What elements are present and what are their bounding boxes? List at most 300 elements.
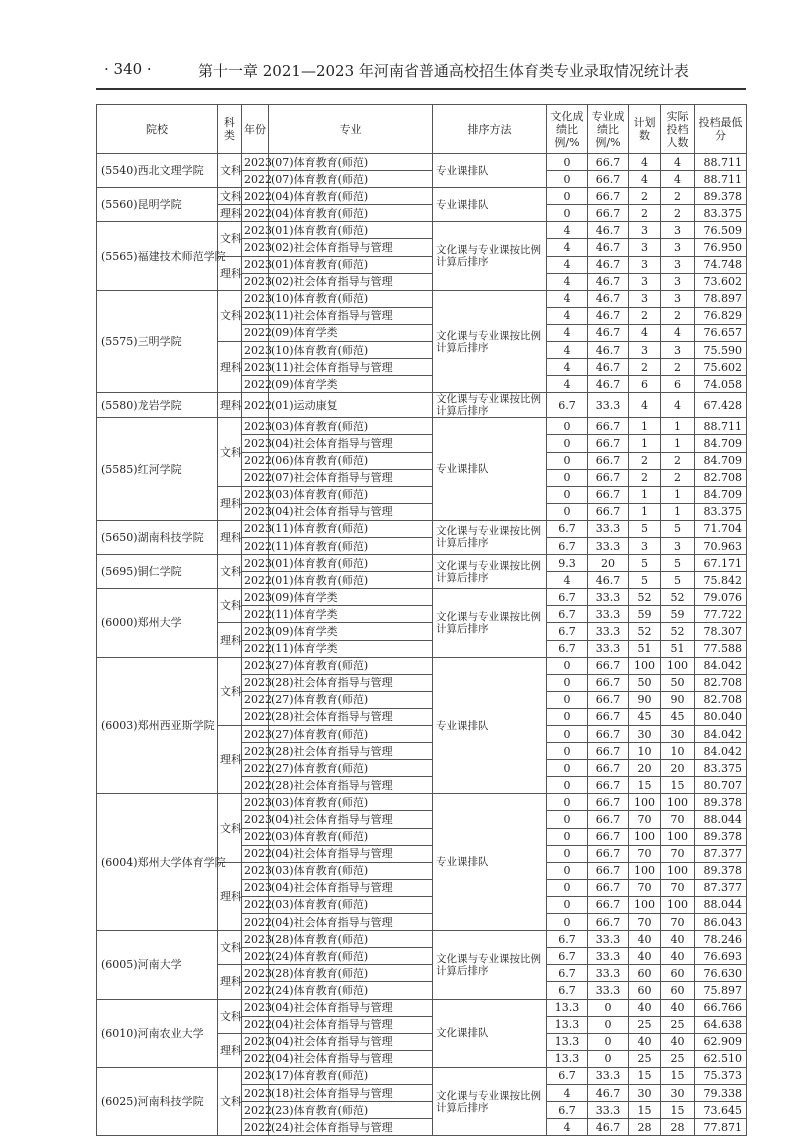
- culture-ratio: 4: [547, 1119, 588, 1136]
- major-cell: (04)社会体育指导与管理: [269, 435, 433, 452]
- major-cell: (02)社会体育指导与管理: [269, 239, 433, 256]
- culture-ratio: 6.7: [547, 931, 588, 948]
- admitted-count: 25: [661, 1050, 695, 1067]
- major-cell: (06)体育教育(师范): [269, 452, 433, 469]
- major-ratio: 66.7: [588, 188, 629, 205]
- min-score: 84.042: [695, 743, 747, 760]
- admitted-count: 3: [661, 290, 695, 307]
- admitted-count: 1: [661, 503, 695, 520]
- sort-method: 文化课与专业课按比例计算后排序: [433, 1067, 547, 1135]
- major-cell: (09)体育学类: [269, 589, 433, 606]
- culture-ratio: 0: [547, 794, 588, 811]
- category-cell: 理科: [218, 965, 242, 999]
- min-score: 88.711: [695, 154, 747, 171]
- major-ratio: 0: [588, 999, 629, 1016]
- min-score: 75.590: [695, 342, 747, 359]
- table-row: [97, 555, 747, 572]
- min-score: 78.307: [695, 623, 747, 640]
- plan-count: 2: [629, 307, 661, 324]
- major-cell: (03)体育教育(师范): [269, 828, 433, 845]
- major-cell: (03)体育教育(师范): [269, 486, 433, 503]
- major-ratio: 46.7: [588, 342, 629, 359]
- major-cell: (01)体育教育(师范): [269, 572, 433, 589]
- plan-count: 30: [629, 1084, 661, 1101]
- school-name: (5695)铜仁学院: [97, 555, 218, 589]
- table-row: [97, 290, 747, 307]
- school-name: (5650)湖南科技学院: [97, 520, 218, 554]
- min-score: 89.378: [695, 828, 747, 845]
- category-cell: 文科: [218, 1067, 242, 1135]
- min-score: 84.709: [695, 486, 747, 503]
- culture-ratio: 4: [547, 256, 588, 273]
- plan-count: 45: [629, 708, 661, 725]
- table-row: [97, 520, 747, 537]
- admitted-count: 1: [661, 486, 695, 503]
- year-cell: 2023: [242, 811, 269, 828]
- admitted-count: 25: [661, 1016, 695, 1033]
- school-name: (6000)郑州大学: [97, 589, 218, 657]
- major-cell: (28)体育教育(师范): [269, 931, 433, 948]
- culture-ratio: 0: [547, 205, 588, 222]
- major-ratio: 66.7: [588, 691, 629, 708]
- major-ratio: 0: [588, 1050, 629, 1067]
- plan-count: 2: [629, 188, 661, 205]
- plan-count: 100: [629, 657, 661, 674]
- admitted-count: 2: [661, 205, 695, 222]
- admitted-count: 5: [661, 520, 695, 537]
- culture-ratio: 0: [547, 486, 588, 503]
- major-cell: (11)社会体育指导与管理: [269, 359, 433, 376]
- min-score: 76.657: [695, 324, 747, 341]
- culture-ratio: 0: [547, 708, 588, 725]
- admitted-count: 4: [661, 324, 695, 341]
- category-cell: 文科: [218, 999, 242, 1033]
- min-score: 62.909: [695, 1033, 747, 1050]
- culture-ratio: 0: [547, 726, 588, 743]
- year-cell: 2022: [242, 572, 269, 589]
- year-cell: 2022: [242, 640, 269, 657]
- min-score: 67.428: [695, 393, 747, 418]
- school-name: (6025)河南科技学院: [97, 1067, 218, 1135]
- sort-method: 文化课与专业课按比例计算后排序: [433, 222, 547, 290]
- major-cell: (04)社会体育指导与管理: [269, 999, 433, 1016]
- major-cell: (04)社会体育指导与管理: [269, 1033, 433, 1050]
- plan-count: 100: [629, 794, 661, 811]
- admitted-count: 40: [661, 948, 695, 965]
- culture-ratio: 6.7: [547, 606, 588, 623]
- admitted-count: 3: [661, 222, 695, 239]
- major-ratio: 46.7: [588, 256, 629, 273]
- header-row: [97, 105, 747, 154]
- category-cell: 文科: [218, 222, 242, 256]
- min-score: 78.246: [695, 931, 747, 948]
- year-cell: 2022: [242, 948, 269, 965]
- sort-method: 文化课与专业课按比例计算后排序: [433, 931, 547, 999]
- plan-count: 5: [629, 572, 661, 589]
- admitted-count: 5: [661, 555, 695, 572]
- major-cell: (09)体育学类: [269, 623, 433, 640]
- major-cell: (07)体育教育(师范): [269, 154, 433, 171]
- min-score: 77.871: [695, 1119, 747, 1136]
- admitted-count: 3: [661, 342, 695, 359]
- plan-count: 28: [629, 1119, 661, 1136]
- year-cell: 2022: [242, 205, 269, 222]
- year-cell: 2023: [242, 999, 269, 1016]
- admitted-count: 40: [661, 1033, 695, 1050]
- major-cell: (04)社会体育指导与管理: [269, 503, 433, 520]
- major-cell: (11)体育学类: [269, 640, 433, 657]
- year-cell: 2023: [242, 503, 269, 520]
- major-cell: (04)社会体育指导与管理: [269, 1016, 433, 1033]
- min-score: 82.708: [695, 674, 747, 691]
- year-cell: 2023: [242, 239, 269, 256]
- year-cell: 2023: [242, 307, 269, 324]
- year-cell: 2023: [242, 879, 269, 896]
- major-cell: (18)社会体育指导与管理: [269, 1084, 433, 1101]
- culture-ratio: 0: [547, 845, 588, 862]
- plan-count: 40: [629, 948, 661, 965]
- year-cell: 2023: [242, 273, 269, 290]
- major-ratio: 46.7: [588, 239, 629, 256]
- major-cell: (28)社会体育指导与管理: [269, 777, 433, 794]
- min-score: 67.171: [695, 555, 747, 572]
- admitted-count: 1: [661, 435, 695, 452]
- plan-count: 70: [629, 879, 661, 896]
- category-cell: 文科: [218, 290, 242, 341]
- plan-count: 1: [629, 418, 661, 435]
- year-cell: 2023: [242, 1067, 269, 1084]
- plan-count: 100: [629, 828, 661, 845]
- major-ratio: 66.7: [588, 657, 629, 674]
- major-cell: (04)体育教育(师范): [269, 188, 433, 205]
- major-cell: (27)体育教育(师范): [269, 760, 433, 777]
- category-cell: 理科: [218, 726, 242, 794]
- major-cell: (17)体育教育(师范): [269, 1067, 433, 1084]
- year-cell: 2023: [242, 743, 269, 760]
- culture-ratio: 4: [547, 376, 588, 393]
- year-cell: 2023: [242, 657, 269, 674]
- plan-count: 52: [629, 623, 661, 640]
- major-ratio: 46.7: [588, 222, 629, 239]
- table-row: [97, 222, 747, 239]
- major-ratio: 66.7: [588, 760, 629, 777]
- admitted-count: 4: [661, 154, 695, 171]
- culture-ratio: 4: [547, 572, 588, 589]
- sort-method: 文化课与专业课按比例计算后排序: [433, 589, 547, 657]
- table-row: [97, 657, 747, 674]
- major-ratio: 66.7: [588, 726, 629, 743]
- major-ratio: 46.7: [588, 1119, 629, 1136]
- major-ratio: 46.7: [588, 359, 629, 376]
- major-ratio: 66.7: [588, 452, 629, 469]
- major-ratio: 66.7: [588, 503, 629, 520]
- plan-count: 30: [629, 726, 661, 743]
- sort-method: 专业课排队: [433, 154, 547, 188]
- culture-ratio: 0: [547, 188, 588, 205]
- plan-count: 40: [629, 931, 661, 948]
- plan-count: 4: [629, 154, 661, 171]
- major-cell: (10)体育教育(师范): [269, 342, 433, 359]
- min-score: 79.076: [695, 589, 747, 606]
- table-row: [97, 418, 747, 435]
- min-score: 71.704: [695, 520, 747, 537]
- plan-count: 3: [629, 342, 661, 359]
- min-score: 75.842: [695, 572, 747, 589]
- plan-count: 4: [629, 171, 661, 188]
- major-cell: (04)体育教育(师范): [269, 205, 433, 222]
- plan-count: 25: [629, 1016, 661, 1033]
- year-cell: 2023: [242, 1084, 269, 1101]
- admitted-count: 70: [661, 914, 695, 931]
- culture-ratio: 6.7: [547, 623, 588, 640]
- min-score: 88.711: [695, 171, 747, 188]
- year-cell: 2022: [242, 1102, 269, 1119]
- major-cell: (04)社会体育指导与管理: [269, 879, 433, 896]
- major-ratio: 66.7: [588, 777, 629, 794]
- admitted-count: 28: [661, 1119, 695, 1136]
- major-ratio: 66.7: [588, 794, 629, 811]
- admitted-count: 90: [661, 691, 695, 708]
- major-cell: (28)社会体育指导与管理: [269, 743, 433, 760]
- min-score: 77.722: [695, 606, 747, 623]
- major-ratio: 66.7: [588, 435, 629, 452]
- admitted-count: 59: [661, 606, 695, 623]
- year-cell: 2022: [242, 982, 269, 999]
- culture-ratio: 0: [547, 879, 588, 896]
- min-score: 79.338: [695, 1084, 747, 1101]
- major-ratio: 66.7: [588, 674, 629, 691]
- plan-count: 3: [629, 273, 661, 290]
- major-ratio: 66.7: [588, 845, 629, 862]
- min-score: 87.377: [695, 845, 747, 862]
- min-score: 74.058: [695, 376, 747, 393]
- min-score: 62.510: [695, 1050, 747, 1067]
- year-cell: 2022: [242, 1119, 269, 1136]
- culture-ratio: 0: [547, 469, 588, 486]
- min-score: 74.748: [695, 256, 747, 273]
- major-ratio: 46.7: [588, 307, 629, 324]
- plan-count: 100: [629, 896, 661, 913]
- culture-ratio: 4: [547, 307, 588, 324]
- min-score: 76.630: [695, 965, 747, 982]
- year-cell: 2023: [242, 154, 269, 171]
- admitted-count: 100: [661, 828, 695, 845]
- plan-count: 6: [629, 376, 661, 393]
- major-ratio: 33.3: [588, 393, 629, 418]
- year-cell: 2023: [242, 520, 269, 537]
- plan-count: 70: [629, 811, 661, 828]
- admitted-count: 4: [661, 393, 695, 418]
- major-ratio: 66.7: [588, 896, 629, 913]
- major-ratio: 33.3: [588, 589, 629, 606]
- major-ratio: 33.3: [588, 640, 629, 657]
- major-ratio: 66.7: [588, 486, 629, 503]
- culture-ratio: 4: [547, 222, 588, 239]
- admitted-count: 2: [661, 469, 695, 486]
- culture-ratio: 6.7: [547, 537, 588, 554]
- category-cell: 理科: [218, 342, 242, 393]
- min-score: 82.708: [695, 469, 747, 486]
- year-cell: 2023: [242, 290, 269, 307]
- table-row: [97, 794, 747, 811]
- school-name: (5560)昆明学院: [97, 188, 218, 222]
- column-header: 排序方法: [433, 105, 547, 154]
- major-ratio: 66.7: [588, 914, 629, 931]
- major-cell: (10)体育教育(师范): [269, 290, 433, 307]
- plan-count: 3: [629, 537, 661, 554]
- min-score: 76.693: [695, 948, 747, 965]
- major-cell: (24)体育教育(师范): [269, 982, 433, 999]
- school-name: (5565)福建技术师范学院: [97, 222, 218, 290]
- major-ratio: 66.7: [588, 879, 629, 896]
- plan-count: 15: [629, 1102, 661, 1119]
- plan-count: 3: [629, 256, 661, 273]
- table-header: [97, 105, 747, 154]
- min-score: 84.709: [695, 435, 747, 452]
- category-cell: 文科: [218, 657, 242, 725]
- category-cell: 理科: [218, 520, 242, 554]
- major-cell: (01)运动康复: [269, 393, 433, 418]
- min-score: 75.602: [695, 359, 747, 376]
- sort-method: 专业课排队: [433, 794, 547, 931]
- sort-method: 文化课与专业课按比例计算后排序: [433, 290, 547, 393]
- page-number: · 340 ·: [104, 60, 152, 78]
- major-cell: (23)体育教育(师范): [269, 1102, 433, 1119]
- plan-count: 40: [629, 999, 661, 1016]
- school-name: (6003)郑州西亚斯学院: [97, 657, 218, 794]
- plan-count: 52: [629, 589, 661, 606]
- min-score: 86.043: [695, 914, 747, 931]
- major-ratio: 46.7: [588, 572, 629, 589]
- culture-ratio: 0: [547, 452, 588, 469]
- min-score: 83.375: [695, 205, 747, 222]
- culture-ratio: 0: [547, 691, 588, 708]
- column-header: 计划数: [629, 105, 661, 154]
- min-score: 80.040: [695, 708, 747, 725]
- culture-ratio: 0: [547, 828, 588, 845]
- major-cell: (03)体育教育(师范): [269, 418, 433, 435]
- sort-method: 专业课排队: [433, 657, 547, 794]
- major-ratio: 20: [588, 555, 629, 572]
- admitted-count: 3: [661, 256, 695, 273]
- major-cell: (28)社会体育指导与管理: [269, 674, 433, 691]
- culture-ratio: 4: [547, 290, 588, 307]
- year-cell: 2023: [242, 359, 269, 376]
- year-cell: 2023: [242, 486, 269, 503]
- table-row: [97, 188, 747, 205]
- table-row: [97, 1067, 747, 1084]
- major-ratio: 66.7: [588, 708, 629, 725]
- major-ratio: 46.7: [588, 273, 629, 290]
- min-score: 83.375: [695, 503, 747, 520]
- year-cell: 2022: [242, 1016, 269, 1033]
- page-header: [104, 60, 744, 82]
- admitted-count: 70: [661, 879, 695, 896]
- category-cell: 文科: [218, 555, 242, 589]
- category-cell: 文科: [218, 794, 242, 862]
- min-score: 88.044: [695, 896, 747, 913]
- category-cell: 文科: [218, 931, 242, 965]
- culture-ratio: 6.7: [547, 640, 588, 657]
- plan-count: 5: [629, 555, 661, 572]
- category-cell: 文科: [218, 154, 242, 188]
- column-header: 科类: [218, 105, 242, 154]
- table-row: [97, 393, 747, 418]
- table-row: [97, 999, 747, 1016]
- column-header: 实际投档人数: [661, 105, 695, 154]
- school-name: (6004)郑州大学体育学院: [97, 794, 218, 931]
- category-cell: 理科: [218, 862, 242, 930]
- year-cell: 2023: [242, 589, 269, 606]
- admitted-count: 40: [661, 931, 695, 948]
- min-score: 76.950: [695, 239, 747, 256]
- major-cell: (11)体育教育(师范): [269, 520, 433, 537]
- major-ratio: 33.3: [588, 520, 629, 537]
- admitted-count: 45: [661, 708, 695, 725]
- column-header: 文化成绩比例/%: [547, 105, 588, 154]
- category-cell: 文科: [218, 589, 242, 623]
- major-cell: (27)体育教育(师范): [269, 726, 433, 743]
- major-cell: (04)社会体育指导与管理: [269, 811, 433, 828]
- admitted-count: 2: [661, 359, 695, 376]
- admitted-count: 15: [661, 777, 695, 794]
- year-cell: 2023: [242, 726, 269, 743]
- year-cell: 2022: [242, 393, 269, 418]
- major-cell: (28)体育教育(师范): [269, 965, 433, 982]
- year-cell: 2023: [242, 965, 269, 982]
- admitted-count: 50: [661, 674, 695, 691]
- sort-method: 文化课排队: [433, 999, 547, 1067]
- plan-count: 2: [629, 469, 661, 486]
- min-score: 64.638: [695, 1016, 747, 1033]
- category-cell: 理科: [218, 1033, 242, 1067]
- column-header: 年份: [242, 105, 269, 154]
- plan-count: 60: [629, 982, 661, 999]
- min-score: 78.897: [695, 290, 747, 307]
- min-score: 89.378: [695, 188, 747, 205]
- table-body: [97, 154, 747, 1136]
- category-cell: 文科: [218, 188, 242, 205]
- culture-ratio: 4: [547, 239, 588, 256]
- admitted-count: 1: [661, 418, 695, 435]
- culture-ratio: 13.3: [547, 999, 588, 1016]
- admitted-count: 30: [661, 726, 695, 743]
- year-cell: 2022: [242, 469, 269, 486]
- admitted-count: 2: [661, 188, 695, 205]
- sort-method: 文化课与专业课按比例计算后排序: [433, 393, 547, 418]
- admitted-count: 100: [661, 862, 695, 879]
- culture-ratio: 0: [547, 862, 588, 879]
- major-ratio: 33.3: [588, 965, 629, 982]
- major-cell: (03)体育教育(师范): [269, 896, 433, 913]
- admitted-count: 15: [661, 1102, 695, 1119]
- min-score: 88.044: [695, 811, 747, 828]
- plan-count: 70: [629, 914, 661, 931]
- culture-ratio: 6.7: [547, 520, 588, 537]
- major-ratio: 33.3: [588, 948, 629, 965]
- column-header: 院校: [97, 105, 218, 154]
- year-cell: 2022: [242, 606, 269, 623]
- major-ratio: 66.7: [588, 828, 629, 845]
- year-cell: 2022: [242, 171, 269, 188]
- culture-ratio: 9.3: [547, 555, 588, 572]
- category-cell: 理科: [218, 205, 242, 222]
- plan-count: 40: [629, 1033, 661, 1050]
- year-cell: 2022: [242, 828, 269, 845]
- admitted-count: 100: [661, 794, 695, 811]
- major-ratio: 33.3: [588, 982, 629, 999]
- major-cell: (01)体育教育(师范): [269, 555, 433, 572]
